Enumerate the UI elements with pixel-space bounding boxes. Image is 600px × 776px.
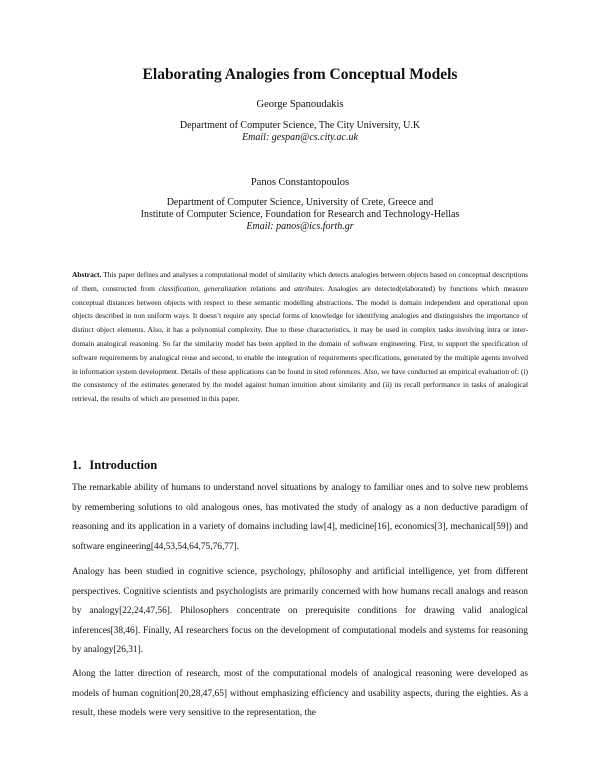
- intro-paragraph-3: Along the latter direction of research, most of the computational models of analogical reasoning were developed as models of human cognition[20,28,47,65] without emphasizing efficiency and usability aspects, during the eighties. As a result, these models were very sensitive to the representation, the: [72, 669, 528, 719]
- paper-title: Elaborating Analogies from Conceptual Models: [142, 66, 458, 83]
- author-name-2: Panos Constantopoulos: [250, 177, 350, 188]
- author-email-1: Email: gespan@cs.city.ac.uk: [242, 132, 358, 143]
- author-affiliation-2b: Institute of Computer Science, Foundation for Research and Technology-Hellas: [140, 209, 460, 220]
- abstract-label: Abstract.: [72, 270, 102, 279]
- author-name-1: George Spanoudakis: [256, 99, 344, 110]
- intro-paragraph-2: Analogy has been studied in cognitive science, psychology, philosophy and artificial intelligence, yet from different perspectives. Cognitive scientists and psychologists are primarily concerned with how humans recall analogs and reason by analogy[22,24,47,56]. Philosophers concentrate on prerequisite conditions for drawing valid analogical inferences[38,46]. Finally, AI researchers focus on the development of computational models and systems for reasoning by analogy[26,31].: [72, 567, 528, 656]
- author-affiliation-1: Department of Computer Science, The City University, U.K: [179, 120, 421, 131]
- abstract-em-generalization: generalization: [203, 283, 247, 293]
- abstract-em-attributes: attributes: [294, 283, 323, 293]
- abstract-text-3: relations and: [246, 283, 295, 293]
- abstract-em-classification: classification: [158, 283, 199, 293]
- section-number: 1.: [72, 458, 82, 472]
- section-heading-introduction: [72, 458, 157, 473]
- author-affiliation-2a: Department of Computer Science, University of Crete, Greece and: [166, 197, 434, 208]
- author-email-2: Email: panos@ics.forth.gr: [246, 221, 354, 232]
- section-title: Introduction: [89, 458, 158, 472]
- abstract: [72, 268, 528, 406]
- abstract-text-2: ,: [198, 283, 204, 293]
- intro-paragraph-1: The remarkable ability of humans to understand novel situations by analogy to familiar ones and to solve new problems by remembering solutions to old analogous ones, has motivated the study of analogy as a non deductive paradigm of reasoning and its application in a variety of domains including law[4], medicine[16], economics[3], mechanical[59]) and software engineering[44,53,54,64,75,76,77].: [72, 483, 528, 552]
- abstract-text-1: This paper defines and analyses a computational model of similarity which detects analogies between objects based on conceptual descriptions of them, constructed from: [72, 270, 528, 293]
- abstract-text-4: . Analogies are detected(elaborated) by functions which measure conceptual distances between objects with respect to these semantic modelling abstractions. The model is domain independent and operational upon objects described in non uniform ways. It doesn’t require any special forms of knowledge for identifying analogies and distinguishes the importance of distinct object elements. Also, it has a polynomial complexity. Due to these characteristics, it may be used in complex tasks involving intra or inter-domain analogical reasoning. So far the similarity model has been applied in the domain of software engineering. First, to support the specification of software requirements by analogical reuse and second, to enable the integration of requirements specifications, generated by the multiple agents involved in information system development. Details of these applications can be found in sited references. Also, we have conducted an empirical evaluation of: (i) the consistency of the estimates generated by the model against human intuition about similarity and (ii) its recall performance in tasks of analogical retrieval, the results of which are presented in this paper.: [72, 283, 528, 404]
